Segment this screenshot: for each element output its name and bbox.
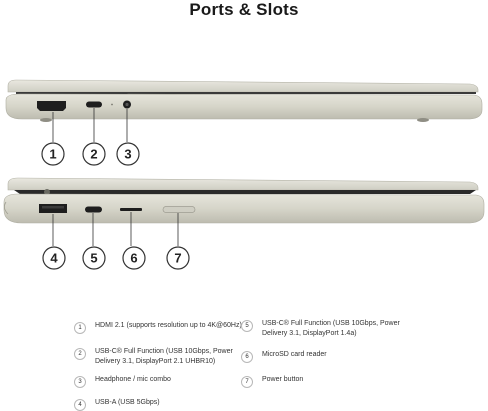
svg-text:7: 7 [174,250,182,266]
legend-item [74,321,244,334]
svg-text:4: 4 [50,250,58,266]
svg-text:1: 1 [49,146,57,162]
legend-number: 4 [74,399,86,411]
legend-item [241,319,401,339]
legend-item [74,375,244,388]
legend-text: MicroSD card reader [262,351,327,358]
legend-number: 5 [241,320,253,332]
legend-text: Headphone / mic combo [95,376,171,383]
legend-number: 3 [74,376,86,388]
legend-item [74,347,234,367]
svg-text:5: 5 [90,250,98,266]
legend-item [241,375,411,388]
svg-text:6: 6 [130,250,138,266]
legend-text: USB-C® Full Function (USB 10Gbps, Power Delivery 3.1, DisplayPort 1.4a) [262,320,400,337]
legend-text: HDMI 2.1 (supports resolution up to 4K@60Hz) [95,322,242,329]
legend-text: USB-A (USB 5Gbps) [95,399,160,406]
legend-text: USB-C® Full Function (USB 10Gbps, Power Delivery 3.1, DisplayPort 2.1 UHBR10) [95,348,233,365]
legend-number: 7 [241,376,253,388]
legend-number: 1 [74,322,86,334]
legend-number: 6 [241,351,253,363]
legend-item [241,350,411,363]
svg-text:2: 2 [90,146,98,162]
legend-number: 2 [74,348,86,360]
legend-item [74,398,244,411]
svg-text:3: 3 [124,146,132,162]
legend-text: Power button [262,376,304,383]
page-title: Ports & Slots [189,0,299,19]
